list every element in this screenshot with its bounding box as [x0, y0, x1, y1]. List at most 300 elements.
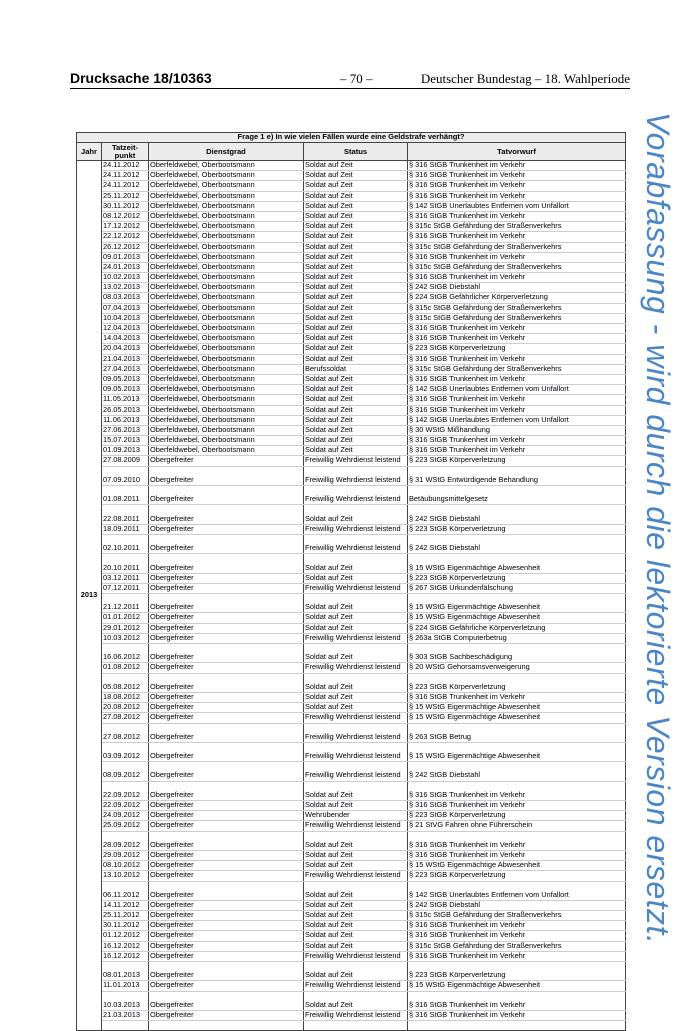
- offense-cell: § 316 StGB Trunkenheit im Verkehr: [408, 211, 626, 221]
- time-cell: 27.06.2013: [102, 425, 149, 435]
- table-row: [77, 283, 626, 293]
- status-cell: [304, 534, 408, 544]
- status-cell: Soldat auf Zeit: [304, 262, 408, 272]
- table-row: [77, 415, 626, 425]
- status-cell: Soldat auf Zeit: [304, 941, 408, 951]
- time-cell: 15.07.2013: [102, 436, 149, 446]
- rank-cell: Obergefreiter: [149, 771, 304, 781]
- status-cell: Soldat auf Zeit: [304, 181, 408, 191]
- table-row: [77, 303, 626, 313]
- table-row: [77, 850, 626, 860]
- table-row: [77, 466, 626, 476]
- offense-cell: [408, 962, 626, 972]
- table-row: [77, 811, 626, 821]
- rank-cell: Oberfeldwebel, Oberbootsmann: [149, 415, 304, 425]
- offense-cell: § 15 WStG Eigenmächtige Abwesenheit: [408, 603, 626, 613]
- status-cell: Soldat auf Zeit: [304, 374, 408, 384]
- table-row: [77, 861, 626, 871]
- table-row: [77, 334, 626, 344]
- offense-cell: § 315c StGB Gefährdung der Straßenverkehrs: [408, 313, 626, 323]
- offense-cell: § 224 StGB Gefährliche Körperverletzung: [408, 623, 626, 633]
- rank-cell: Oberfeldwebel, Oberbootsmann: [149, 262, 304, 272]
- rank-cell: [149, 762, 304, 772]
- time-cell: 01.08.2011: [102, 495, 149, 505]
- status-cell: Soldat auf Zeit: [304, 191, 408, 201]
- offense-cell: [408, 554, 626, 564]
- table-row: [77, 564, 626, 574]
- rank-cell: Obergefreiter: [149, 861, 304, 871]
- rank-cell: Obergefreiter: [149, 524, 304, 534]
- time-cell: 13.02.2013: [102, 283, 149, 293]
- table-row: [77, 486, 626, 496]
- time-cell: 24.11.2012: [102, 171, 149, 181]
- rank-cell: Oberfeldwebel, Oberbootsmann: [149, 405, 304, 415]
- status-cell: Soldat auf Zeit: [304, 405, 408, 415]
- status-cell: Soldat auf Zeit: [304, 850, 408, 860]
- table-row: [77, 633, 626, 643]
- time-cell: [102, 762, 149, 772]
- offense-cell: Betäubungsmittelgesetz: [408, 495, 626, 505]
- rank-cell: Obergefreiter: [149, 801, 304, 811]
- table-row: [77, 723, 626, 733]
- table-row: [77, 344, 626, 354]
- rank-cell: [149, 673, 304, 683]
- time-cell: [102, 534, 149, 544]
- rank-cell: [149, 991, 304, 1001]
- time-cell: 11.06.2013: [102, 415, 149, 425]
- status-cell: [304, 486, 408, 496]
- offense-cell: § 31 WStG Entwürdigende Behandlung: [408, 476, 626, 486]
- status-cell: Freiwillig Wehrdienst leistend: [304, 544, 408, 554]
- time-cell: [102, 673, 149, 683]
- time-cell: 27.08.2009: [102, 456, 149, 466]
- rank-cell: Obergefreiter: [149, 653, 304, 663]
- time-cell: [102, 881, 149, 891]
- status-cell: Soldat auf Zeit: [304, 891, 408, 901]
- time-cell: 07.04.2013: [102, 303, 149, 313]
- rank-cell: Obergefreiter: [149, 951, 304, 961]
- time-cell: 29.09.2012: [102, 850, 149, 860]
- rank-cell: Obergefreiter: [149, 703, 304, 713]
- status-cell: Soldat auf Zeit: [304, 161, 408, 171]
- offense-cell: [408, 486, 626, 496]
- table-row: [77, 653, 626, 663]
- table-row: [77, 495, 626, 505]
- table-row: [77, 385, 626, 395]
- table-row: [77, 692, 626, 702]
- rank-cell: Oberfeldwebel, Oberbootsmann: [149, 364, 304, 374]
- offense-cell: § 316 StGB Trunkenheit im Verkehr: [408, 273, 626, 283]
- table-row: [77, 831, 626, 841]
- offense-cell: § 315c StGB Gefährdung der Straßenverkehrs: [408, 242, 626, 252]
- table-row: [77, 262, 626, 272]
- time-cell: 25.11.2012: [102, 911, 149, 921]
- rank-cell: [149, 962, 304, 972]
- table-row: [77, 293, 626, 303]
- time-cell: 17.12.2012: [102, 222, 149, 232]
- status-cell: [304, 594, 408, 604]
- table-row: [77, 900, 626, 910]
- year-cell: 2013: [77, 161, 102, 1031]
- status-cell: Freiwillig Wehrdienst leistend: [304, 663, 408, 673]
- offense-cell: § 316 StGB Trunkenheit im Verkehr: [408, 354, 626, 364]
- rank-cell: [149, 831, 304, 841]
- offense-cell: § 223 StGB Körperverletzung: [408, 456, 626, 466]
- time-cell: 10.03.2012: [102, 633, 149, 643]
- rank-cell: Obergefreiter: [149, 1010, 304, 1020]
- time-cell: 02.10.2011: [102, 544, 149, 554]
- rank-cell: Obergefreiter: [149, 941, 304, 951]
- time-cell: 05.08.2012: [102, 683, 149, 693]
- table-row: [77, 161, 626, 171]
- offense-cell: § 316 StGB Trunkenheit im Verkehr: [408, 181, 626, 191]
- table-row: [77, 791, 626, 801]
- time-cell: 08.03.2013: [102, 293, 149, 303]
- table-row: [77, 713, 626, 723]
- time-cell: 14.11.2012: [102, 900, 149, 910]
- time-cell: 22.09.2012: [102, 801, 149, 811]
- table-row: [77, 583, 626, 593]
- time-cell: 08.12.2012: [102, 211, 149, 221]
- offense-cell: [408, 505, 626, 515]
- time-cell: 08.10.2012: [102, 861, 149, 871]
- offense-cell: [408, 644, 626, 654]
- rank-cell: Obergefreiter: [149, 573, 304, 583]
- status-cell: Soldat auf Zeit: [304, 201, 408, 211]
- time-cell: 09.05.2013: [102, 385, 149, 395]
- table-row: [77, 941, 626, 951]
- time-cell: 20.10.2011: [102, 564, 149, 574]
- offense-cell: [408, 831, 626, 841]
- offense-cell: § 30 WStG Mißhandlung: [408, 425, 626, 435]
- status-cell: Soldat auf Zeit: [304, 921, 408, 931]
- offense-cell: § 316 StGB Trunkenheit im Verkehr: [408, 232, 626, 242]
- status-cell: Soldat auf Zeit: [304, 900, 408, 910]
- rank-cell: Obergefreiter: [149, 683, 304, 693]
- time-cell: [102, 742, 149, 752]
- offense-cell: § 142 StGB Unerlaubtes Entfernen vom Unfallort: [408, 385, 626, 395]
- status-cell: Soldat auf Zeit: [304, 171, 408, 181]
- offense-cell: § 316 StGB Trunkenheit im Verkehr: [408, 791, 626, 801]
- table-row: [77, 456, 626, 466]
- rank-cell: Obergefreiter: [149, 841, 304, 851]
- time-cell: [102, 1021, 149, 1031]
- offense-cell: § 315c StGB Gefährdung der Straßenverkehrs: [408, 364, 626, 374]
- table-row: [77, 573, 626, 583]
- rank-cell: Obergefreiter: [149, 850, 304, 860]
- status-cell: Soldat auf Zeit: [304, 603, 408, 613]
- status-cell: Soldat auf Zeit: [304, 273, 408, 283]
- offense-cell: § 21 StVG Fahren ohne Führerschein: [408, 821, 626, 831]
- time-cell: 18.08.2012: [102, 692, 149, 702]
- status-cell: Soldat auf Zeit: [304, 573, 408, 583]
- table-row: [77, 613, 626, 623]
- rank-cell: Oberfeldwebel, Oberbootsmann: [149, 446, 304, 456]
- rank-cell: [149, 781, 304, 791]
- rank-cell: Obergefreiter: [149, 564, 304, 574]
- table-row: [77, 171, 626, 181]
- rank-cell: Obergefreiter: [149, 911, 304, 921]
- offense-cell: § 15 WStG Eigenmächtige Abwesenheit: [408, 713, 626, 723]
- offense-cell: § 15 WStG Eigenmächtige Abwesenheit: [408, 613, 626, 623]
- time-cell: 22.09.2012: [102, 791, 149, 801]
- offense-cell: § 316 StGB Trunkenheit im Verkehr: [408, 931, 626, 941]
- status-cell: Soldat auf Zeit: [304, 446, 408, 456]
- rank-cell: Obergefreiter: [149, 456, 304, 466]
- table-row: [77, 644, 626, 654]
- time-cell: 21.04.2013: [102, 354, 149, 364]
- table-row: [77, 1021, 626, 1031]
- time-cell: [102, 723, 149, 733]
- table-row: [77, 324, 626, 334]
- status-cell: Freiwillig Wehrdienst leistend: [304, 1010, 408, 1020]
- time-cell: [102, 466, 149, 476]
- rank-cell: Oberfeldwebel, Oberbootsmann: [149, 385, 304, 395]
- time-cell: 03.09.2012: [102, 752, 149, 762]
- table-row: [77, 1001, 626, 1011]
- col-header-time: Tatzeit- punkt: [102, 143, 149, 161]
- offense-cell: § 316 StGB Trunkenheit im Verkehr: [408, 334, 626, 344]
- offense-cell: § 267 StGB Urkundenfälschung: [408, 583, 626, 593]
- offense-cell: [408, 762, 626, 772]
- rank-cell: Obergefreiter: [149, 476, 304, 486]
- status-cell: Soldat auf Zeit: [304, 515, 408, 525]
- status-cell: [304, 505, 408, 515]
- offense-cell: § 15 WStG Eigenmächtige Abwesenheit: [408, 564, 626, 574]
- status-cell: Freiwillig Wehrdienst leistend: [304, 821, 408, 831]
- table-row: [77, 515, 626, 525]
- table-row: [77, 354, 626, 364]
- rank-cell: [149, 742, 304, 752]
- status-cell: Soldat auf Zeit: [304, 293, 408, 303]
- document-number: Drucksache 18/10363: [70, 70, 212, 86]
- offense-cell: § 142 StGB Unerlaubtes Entfernen vom Unfallort: [408, 891, 626, 901]
- status-cell: [304, 962, 408, 972]
- rank-cell: Obergefreiter: [149, 603, 304, 613]
- status-cell: Soldat auf Zeit: [304, 971, 408, 981]
- offense-cell: § 303 StGB Sachbeschädigung: [408, 653, 626, 663]
- rank-cell: Oberfeldwebel, Oberbootsmann: [149, 252, 304, 262]
- rank-cell: Obergefreiter: [149, 921, 304, 931]
- table-row: [77, 242, 626, 252]
- status-cell: Soldat auf Zeit: [304, 395, 408, 405]
- status-cell: [304, 1021, 408, 1031]
- time-cell: 06.11.2012: [102, 891, 149, 901]
- rank-cell: Obergefreiter: [149, 900, 304, 910]
- rank-cell: Oberfeldwebel, Oberbootsmann: [149, 242, 304, 252]
- offense-cell: § 263a StGB Computerbetrug: [408, 633, 626, 643]
- table-row: [77, 762, 626, 772]
- status-cell: Freiwillig Wehrdienst leistend: [304, 456, 408, 466]
- offense-cell: § 316 StGB Trunkenheit im Verkehr: [408, 850, 626, 860]
- status-cell: Freiwillig Wehrdienst leistend: [304, 713, 408, 723]
- header-divider: [70, 88, 630, 89]
- rank-cell: Obergefreiter: [149, 633, 304, 643]
- table-row: [77, 683, 626, 693]
- offense-cell: § 224 StGB Gefährlicher Körperverletzung: [408, 293, 626, 303]
- table-row: [77, 891, 626, 901]
- offense-cell: [408, 991, 626, 1001]
- status-cell: Soldat auf Zeit: [304, 344, 408, 354]
- status-cell: Freiwillig Wehrdienst leistend: [304, 733, 408, 743]
- table-row: [77, 524, 626, 534]
- offense-cell: § 316 StGB Trunkenheit im Verkehr: [408, 951, 626, 961]
- table-row: [77, 962, 626, 972]
- offense-cell: § 15 WStG Eigenmächtige Abwesenheit: [408, 981, 626, 991]
- table-row: [77, 594, 626, 604]
- rank-cell: Oberfeldwebel, Oberbootsmann: [149, 191, 304, 201]
- time-cell: 29.01.2012: [102, 623, 149, 633]
- time-cell: 27.08.2012: [102, 713, 149, 723]
- table-row: [77, 191, 626, 201]
- time-cell: 07.09.2010: [102, 476, 149, 486]
- table-row: [77, 505, 626, 515]
- status-cell: Soldat auf Zeit: [304, 252, 408, 262]
- offense-cell: § 20 WStG Gehorsamsverweigerung: [408, 663, 626, 673]
- status-cell: Freiwillig Wehrdienst leistend: [304, 981, 408, 991]
- rank-cell: Oberfeldwebel, Oberbootsmann: [149, 395, 304, 405]
- rank-cell: Obergefreiter: [149, 713, 304, 723]
- table-row: [77, 603, 626, 613]
- rank-cell: Obergefreiter: [149, 692, 304, 702]
- offense-cell: § 263 StGB Betrug: [408, 733, 626, 743]
- offense-cell: [408, 723, 626, 733]
- status-cell: Soldat auf Zeit: [304, 242, 408, 252]
- rank-cell: Obergefreiter: [149, 663, 304, 673]
- status-cell: Soldat auf Zeit: [304, 911, 408, 921]
- table-row: [77, 871, 626, 881]
- offense-cell: § 15 WStG Eigenmächtige Abwesenheit: [408, 703, 626, 713]
- time-cell: 10.03.2013: [102, 1001, 149, 1011]
- table-row: [77, 181, 626, 191]
- time-cell: 27.04.2013: [102, 364, 149, 374]
- rank-cell: [149, 554, 304, 564]
- rank-cell: [149, 534, 304, 544]
- table-caption: Frage 1 e) In wie vielen Fällen wurde eine Geldstrafe verhängt?: [77, 133, 626, 143]
- status-cell: [304, 831, 408, 841]
- table-row: [77, 733, 626, 743]
- rank-cell: [149, 723, 304, 733]
- offense-cell: § 223 StGB Körperverletzung: [408, 344, 626, 354]
- status-cell: Freiwillig Wehrdienst leistend: [304, 476, 408, 486]
- rank-cell: Oberfeldwebel, Oberbootsmann: [149, 324, 304, 334]
- time-cell: 20.04.2013: [102, 344, 149, 354]
- offense-cell: § 223 StGB Körperverletzung: [408, 573, 626, 583]
- rank-cell: Obergefreiter: [149, 515, 304, 525]
- offense-cell: § 223 StGB Körperverletzung: [408, 971, 626, 981]
- status-cell: [304, 644, 408, 654]
- time-cell: 24.01.2013: [102, 262, 149, 272]
- status-cell: [304, 554, 408, 564]
- time-cell: 01.01.2012: [102, 613, 149, 623]
- offense-cell: § 15 WStG Eigenmächtige Abwesenheit: [408, 861, 626, 871]
- offense-cell: § 316 StGB Trunkenheit im Verkehr: [408, 191, 626, 201]
- table-row: [77, 703, 626, 713]
- table-row: [77, 374, 626, 384]
- page-number: – 70 –: [340, 71, 373, 86]
- time-cell: 01.09.2013: [102, 446, 149, 456]
- time-cell: 26.05.2013: [102, 405, 149, 415]
- rank-cell: [149, 881, 304, 891]
- offense-cell: [408, 534, 626, 544]
- offense-cell: § 316 StGB Trunkenheit im Verkehr: [408, 1010, 626, 1020]
- status-cell: Freiwillig Wehrdienst leistend: [304, 951, 408, 961]
- status-cell: Soldat auf Zeit: [304, 931, 408, 941]
- rank-cell: Obergefreiter: [149, 971, 304, 981]
- status-cell: Soldat auf Zeit: [304, 232, 408, 242]
- offense-cell: § 142 StGB Unerlaubtes Entfernen vom Unfallort: [408, 201, 626, 211]
- rank-cell: Oberfeldwebel, Oberbootsmann: [149, 211, 304, 221]
- rank-cell: Oberfeldwebel, Oberbootsmann: [149, 303, 304, 313]
- time-cell: 24.09.2012: [102, 811, 149, 821]
- col-header-offense: Tatvorwurf: [408, 143, 626, 161]
- status-cell: Freiwillig Wehrdienst leistend: [304, 524, 408, 534]
- status-cell: Soldat auf Zeit: [304, 841, 408, 851]
- rank-cell: Oberfeldwebel, Oberbootsmann: [149, 283, 304, 293]
- table-row: [77, 821, 626, 831]
- time-cell: 14.04.2013: [102, 334, 149, 344]
- draft-watermark: Vorabfassung - wird durch die lektorierte Version ersetzt.: [640, 112, 676, 945]
- offense-cell: § 316 StGB Trunkenheit im Verkehr: [408, 161, 626, 171]
- rank-cell: Oberfeldwebel, Oberbootsmann: [149, 232, 304, 242]
- status-cell: Soldat auf Zeit: [304, 324, 408, 334]
- table-row: [77, 395, 626, 405]
- col-header-status: Status: [304, 143, 408, 161]
- time-cell: [102, 831, 149, 841]
- time-cell: 21.12.2011: [102, 603, 149, 613]
- time-cell: 12.04.2013: [102, 324, 149, 334]
- rank-cell: [149, 644, 304, 654]
- offense-cell: § 315c StGB Gefährdung der Straßenverkehrs: [408, 303, 626, 313]
- time-cell: 03.12.2011: [102, 573, 149, 583]
- table-row: [77, 425, 626, 435]
- table-row: [77, 623, 626, 633]
- status-cell: Soldat auf Zeit: [304, 623, 408, 633]
- time-cell: [102, 644, 149, 654]
- offense-cell: § 242 StGB Diebstahl: [408, 771, 626, 781]
- status-cell: Soldat auf Zeit: [304, 692, 408, 702]
- time-cell: 28.09.2012: [102, 841, 149, 851]
- time-cell: 21.03.2013: [102, 1010, 149, 1020]
- rank-cell: Oberfeldwebel, Oberbootsmann: [149, 313, 304, 323]
- offense-cell: § 316 StGB Trunkenheit im Verkehr: [408, 446, 626, 456]
- time-cell: 30.11.2012: [102, 921, 149, 931]
- time-cell: 30.11.2012: [102, 201, 149, 211]
- table-row: [77, 252, 626, 262]
- time-cell: 10.02.2013: [102, 273, 149, 283]
- rank-cell: [149, 486, 304, 496]
- rank-cell: Oberfeldwebel, Oberbootsmann: [149, 293, 304, 303]
- time-cell: [102, 554, 149, 564]
- time-cell: 11.05.2013: [102, 395, 149, 405]
- time-cell: 22.12.2012: [102, 232, 149, 242]
- rank-cell: Obergefreiter: [149, 791, 304, 801]
- rank-cell: Oberfeldwebel, Oberbootsmann: [149, 171, 304, 181]
- status-cell: Soldat auf Zeit: [304, 703, 408, 713]
- publisher-label: Deutscher Bundestag – 18. Wahlperiode: [420, 71, 630, 86]
- rank-cell: Obergefreiter: [149, 871, 304, 881]
- table-row: [77, 544, 626, 554]
- table-row: [77, 436, 626, 446]
- table-row: [77, 232, 626, 242]
- rank-cell: Obergefreiter: [149, 981, 304, 991]
- offense-cell: [408, 1021, 626, 1031]
- time-cell: 24.11.2012: [102, 161, 149, 171]
- rank-cell: Obergefreiter: [149, 891, 304, 901]
- table-row: [77, 554, 626, 564]
- table-row: [77, 931, 626, 941]
- status-cell: Soldat auf Zeit: [304, 613, 408, 623]
